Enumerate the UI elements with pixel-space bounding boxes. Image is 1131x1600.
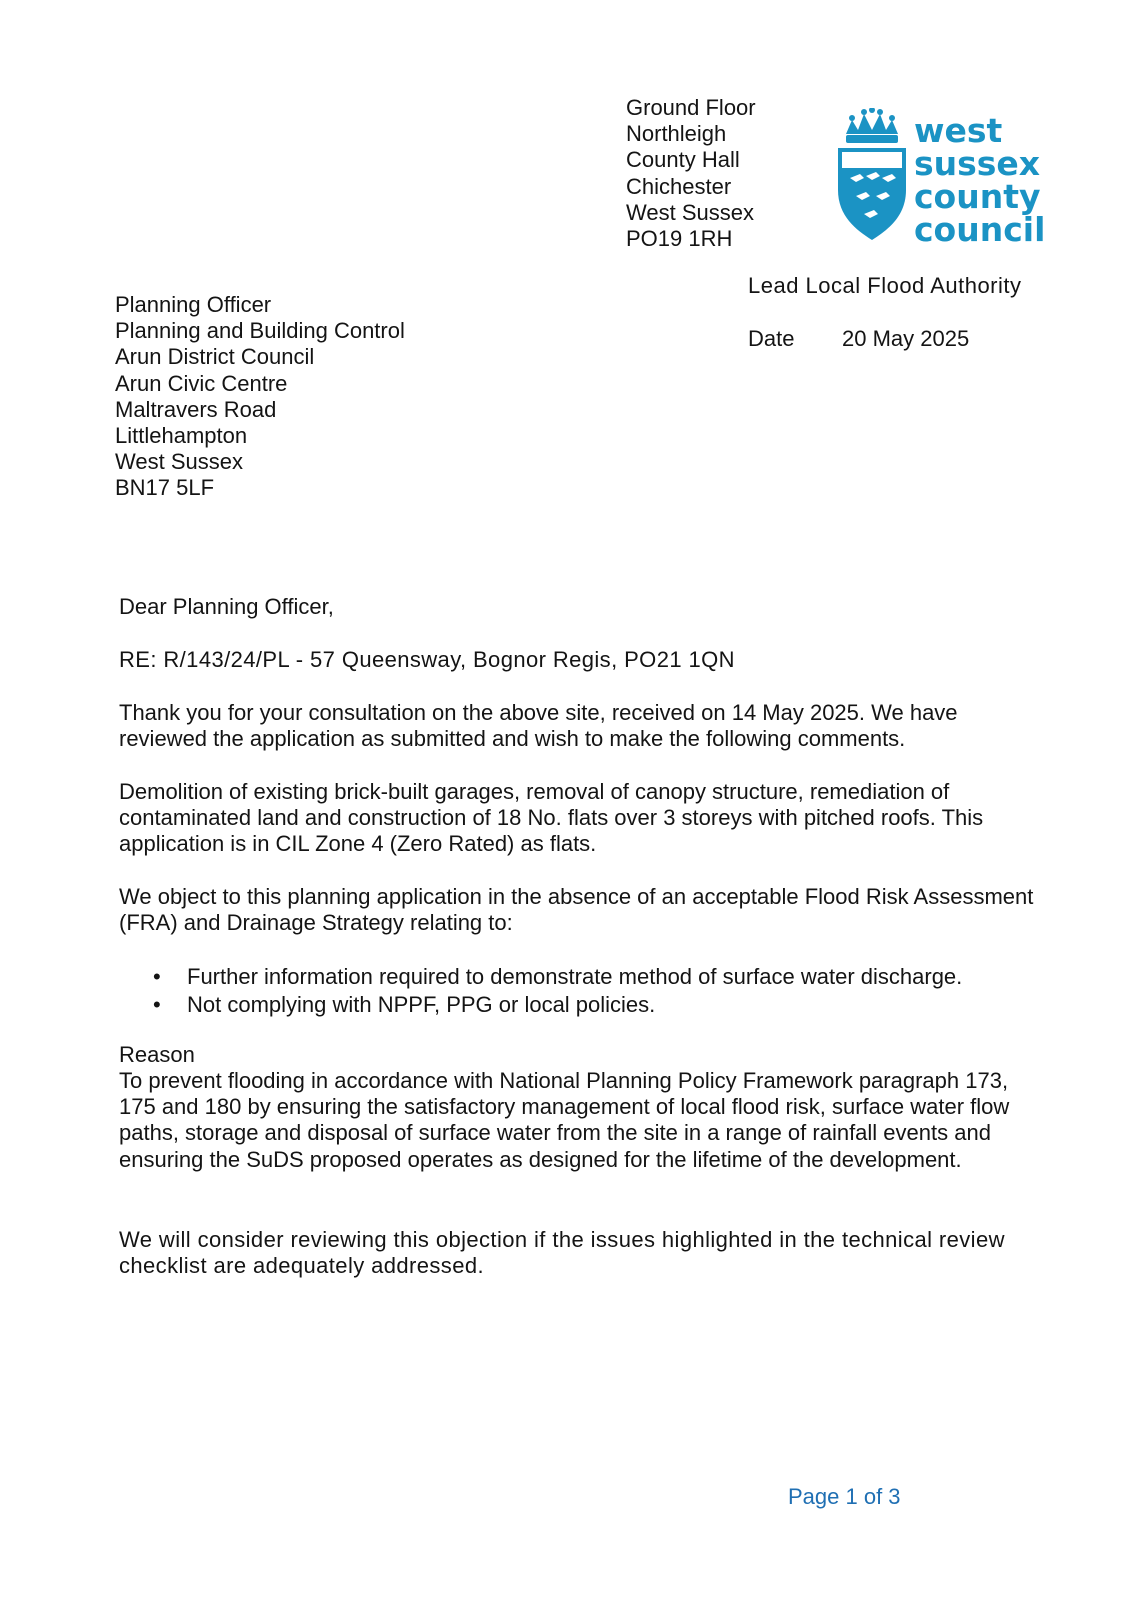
- list-item-text: Not complying with NPPF, PPG or local policies.: [187, 992, 656, 1017]
- sender-address: [626, 95, 756, 252]
- sender-address-line: County Hall: [626, 147, 740, 173]
- list-item: [119, 991, 1039, 1019]
- recipient-address-line: Planning Officer: [115, 292, 272, 317]
- sender-address-line: West Sussex: [626, 199, 754, 225]
- logo-word: sussex: [914, 144, 1041, 183]
- logo-word: council: [914, 210, 1046, 248]
- paragraph-description: Demolition of existing brick-built garages, removal of canopy structure, remediation of contaminated land and construction of 18 No. flats over 3 storeys with pitched roofs. This application is in CIL Zone 4 (Zero Rated) as flats.: [119, 779, 984, 857]
- recipient-address-line: BN17 5LF: [115, 475, 215, 501]
- objection-bullet-list: [119, 963, 1039, 1019]
- bullet-icon: •: [153, 964, 161, 989]
- recipient-address-line: Arun Civic Centre: [115, 370, 288, 396]
- council-logo: [836, 108, 1056, 248]
- list-item: [119, 963, 1039, 991]
- sender-address-line: Northleigh: [626, 121, 727, 147]
- logo-word: county: [914, 177, 1041, 216]
- recipient-address: [115, 292, 405, 502]
- reason-heading: Reason: [119, 1042, 195, 1067]
- sender-address-line: Chichester: [626, 173, 732, 199]
- recipient-address-line: Planning and Building Control: [115, 318, 405, 344]
- sender-address-line: Ground Floor: [626, 95, 756, 120]
- recipient-address-line: Maltravers Road: [115, 396, 277, 422]
- sender-address-line: PO19 1RH: [626, 226, 733, 252]
- paragraph-objection: We object to this planning application in the absence of an acceptable Flood Risk Assessment (FRA) and Drainage Strategy relating to:: [119, 884, 1034, 936]
- logo-word: west: [914, 111, 1003, 150]
- paragraph-review: We will consider reviewing this objection if the issues highlighted in the technical review checklist are adequately addressed.: [119, 1227, 1005, 1279]
- reference-line: RE: R/143/24/PL - 57 Queensway, Bognor Regis, PO21 1QN: [119, 647, 735, 672]
- recipient-address-line: West Sussex: [115, 449, 243, 475]
- date-value: 20 May 2025: [842, 326, 970, 351]
- crown-icon: [846, 108, 898, 143]
- authority-name: Lead Local Flood Authority: [748, 273, 1022, 298]
- date-row: [748, 326, 970, 352]
- recipient-address-line: Littlehampton: [115, 423, 248, 449]
- bullet-icon: •: [153, 992, 161, 1017]
- shield-icon: [838, 148, 906, 240]
- page-number: Page 1 of 3: [788, 1484, 901, 1509]
- list-item-text: Further information required to demonstrate method of surface water discharge.: [187, 964, 963, 989]
- reason-text: To prevent flooding in accordance with National Planning Policy Framework paragraph 173, 175 and 180 by ensuring the satisfactory management of local flood risk, surface water flow paths, storage and disposal of surface water from the site in a range of rainfall events and ensuring the SuDS proposed operates as designed for the lifetime of the development.: [119, 1068, 1010, 1172]
- salutation: Dear Planning Officer,: [119, 594, 334, 619]
- recipient-address-line: Arun District Council: [115, 344, 315, 370]
- paragraph-thanks: Thank you for your consultation on the above site, received on 14 May 2025. We have reviewed the application as submitted and wish to make the following comments.: [119, 700, 958, 752]
- council-logo-graphic: [836, 108, 1056, 248]
- date-label: Date: [748, 326, 795, 351]
